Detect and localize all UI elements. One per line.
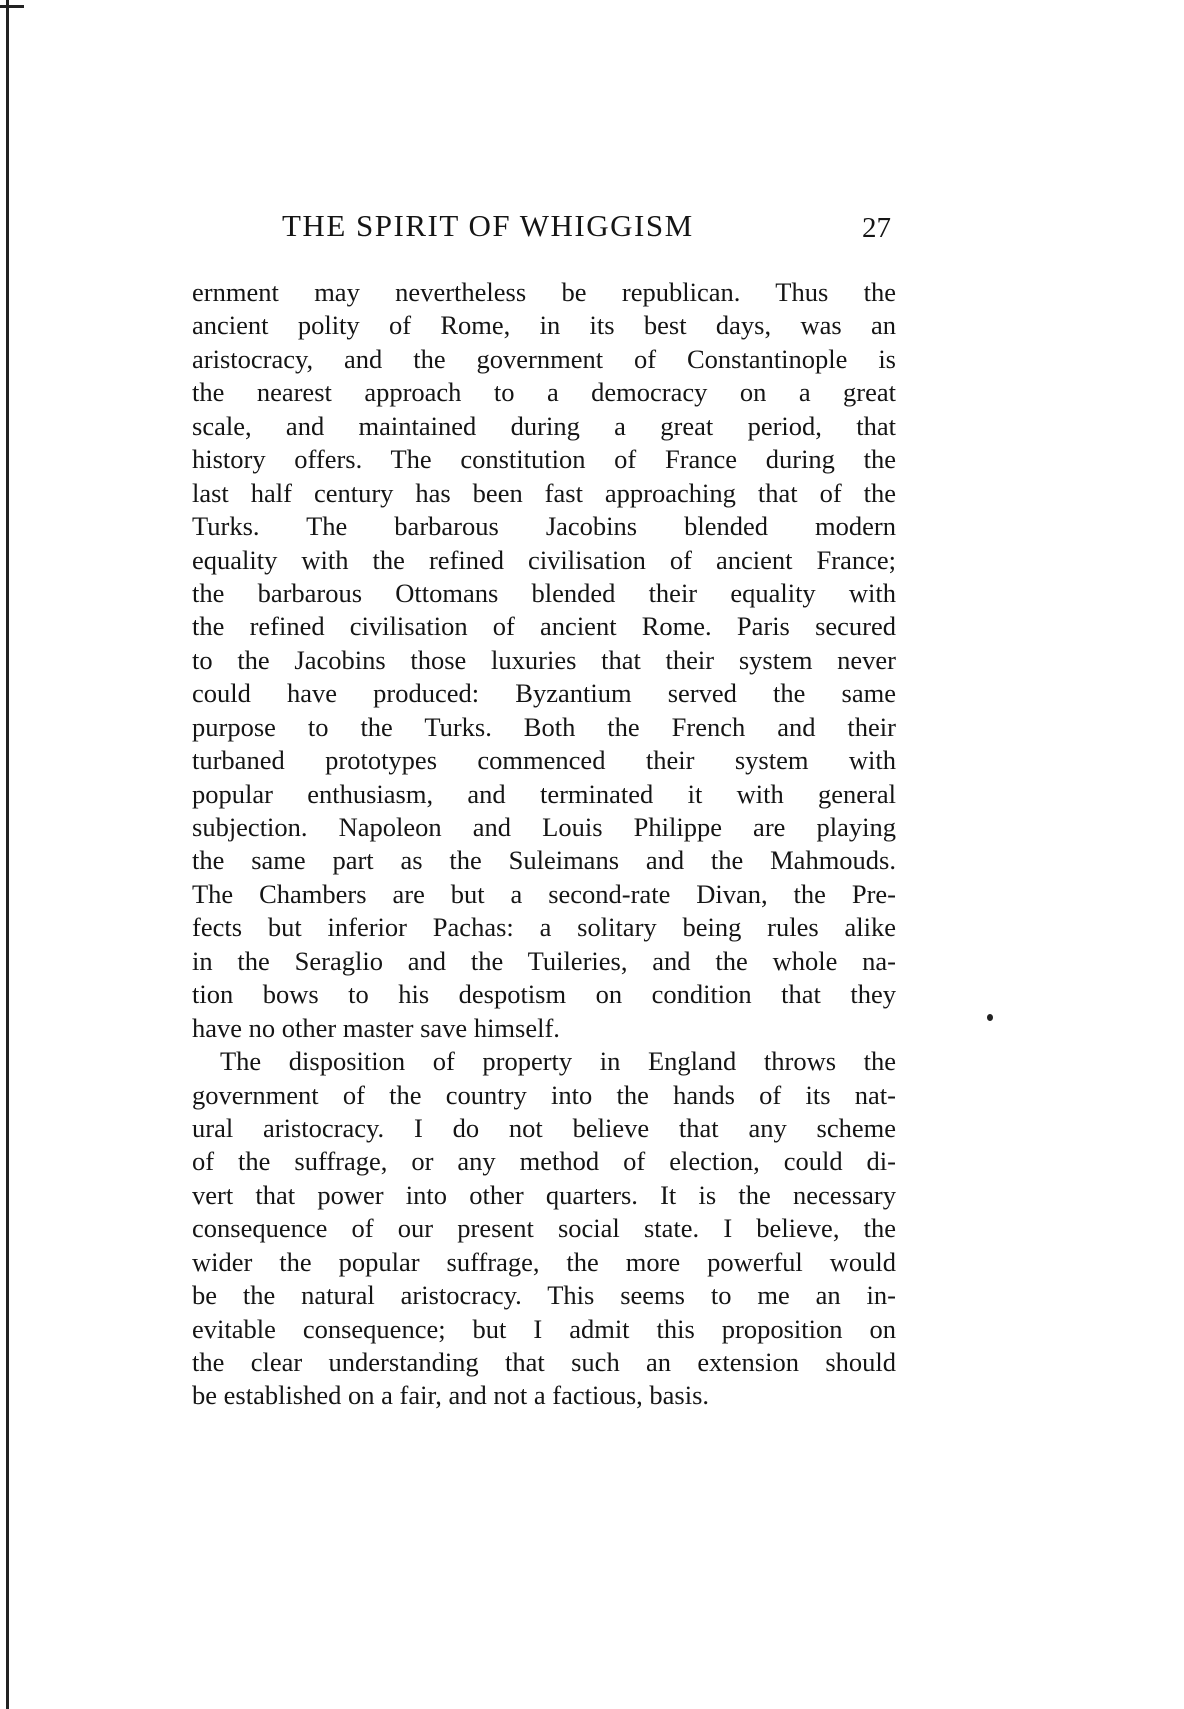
text-line: Turks. The barbarous Jacobins blended modern — [192, 511, 896, 542]
text-line: the refined civilisation of ancient Rome. Paris secured — [192, 611, 896, 642]
text-line: ural aristocracy. I do not believe that any scheme — [192, 1112, 896, 1143]
text-line: fects but inferior Pachas: a solitary being rules alike — [192, 912, 896, 943]
text-line: have no other master save himself. — [192, 1012, 560, 1043]
paragraph — [192, 276, 896, 1045]
text-line: subjection. Napoleon and Louis Philippe are playing — [192, 812, 896, 842]
text-line: turbaned prototypes commenced their system with — [192, 745, 896, 776]
text-line: of the suffrage, or any method of election, could di- — [192, 1146, 896, 1177]
text-line: the clear understanding that such an extension should — [192, 1347, 896, 1377]
paragraph — [192, 1045, 896, 1413]
text-line: last half century has been fast approaching that of the — [192, 477, 896, 508]
text-line: be the natural aristocracy. This seems to me an in- — [192, 1280, 896, 1311]
text-line: the nearest approach to a democracy on a great — [192, 377, 896, 408]
text-line: consequence of our present social state. I believe, the — [192, 1213, 896, 1244]
scan-binding-edge — [6, 0, 9, 1709]
text-line: popular enthusiasm, and terminated it with general — [192, 778, 896, 809]
text-line: equality with the refined civilisation of ancient France; — [192, 544, 896, 575]
text-line: government of the country into the hands of its nat- — [192, 1079, 896, 1110]
text-line: ernment may nevertheless be republican. Thus the — [192, 277, 896, 307]
text-line: could have produced: Byzantium served the same — [192, 678, 896, 709]
text-line: history offers. The constitution of France during the — [192, 444, 896, 475]
text-line: in the Seraglio and the Tuileries, and the whole na- — [192, 945, 896, 976]
scan-speck — [987, 1014, 993, 1021]
text-line: to the Jacobins those luxuries that their system never — [192, 644, 896, 675]
text-line: aristocracy, and the government of Constantinople is — [192, 343, 896, 374]
text-line: the barbarous Ottomans blended their equality with — [192, 577, 896, 608]
text-line: scale, and maintained during a great period, that — [192, 410, 896, 441]
text-line: be established on a fair, and not a factious, basis. — [192, 1380, 710, 1411]
text-line: wider the popular suffrage, the more powerful would — [192, 1246, 896, 1277]
text-line: tion bows to his despotism on condition that they — [192, 979, 896, 1010]
text-line: evitable consequence; but I admit this proposition on — [192, 1313, 896, 1344]
page-body — [192, 276, 896, 1413]
scan-binding-edge-top — [0, 5, 24, 8]
text-line: The Chambers are but a second-rate Divan, the Pre- — [192, 878, 896, 909]
text-line: The disposition of property in England throws the — [220, 1046, 896, 1077]
text-line: purpose to the Turks. Both the French and their — [192, 711, 896, 742]
text-line: vert that power into other quarters. It is the necessary — [192, 1179, 896, 1210]
text-line: the same part as the Suleimans and the Mahmouds. — [192, 845, 896, 876]
running-header: THE SPIRIT OF WHIGGISM — [282, 208, 694, 243]
page-number: 27 — [862, 212, 891, 244]
text-line: ancient polity of Rome, in its best days, was an — [192, 310, 896, 341]
